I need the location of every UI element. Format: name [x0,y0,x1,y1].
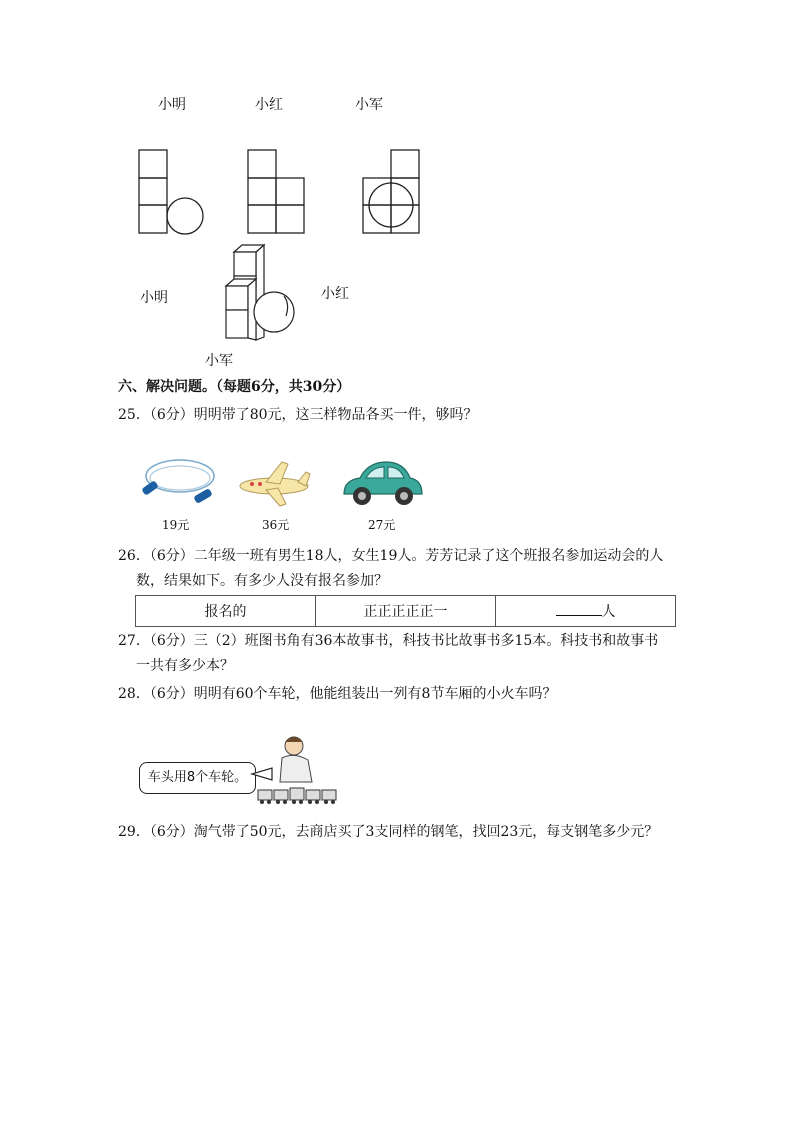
solid-label-xiaojun: 小军 [205,353,233,369]
view-xiaoming-shape [139,150,203,234]
tally-marks: 正正正正正一 [316,596,496,627]
section-6-title: 六、解决问题。（每题6分，共30分） [118,379,351,395]
price-jump-rope: 19元 [162,518,190,532]
question-27-line1: 27．（6分）三（2）班图书角有36本故事书，科技书比故事书多15本。科技书和故事书 [118,633,659,649]
view-label-xiaojun: 小军 [355,97,383,113]
three-views-figure [130,140,430,240]
question-25: 25．（6分）明明带了80元，这三样物品各买一件，够吗？ [118,407,478,423]
view-label-xiaoming: 小明 [158,97,186,113]
view-xiaojun-shape [363,150,419,233]
stacked-cubes-figure [220,240,310,342]
question-26-line1: 26．（6分）二年级一班有男生18人，女生19人。芳芳记录了这个班报名参加运动会的人 [118,548,664,564]
solid-label-xiaoming: 小明 [140,290,168,306]
tally-header: 报名的 [136,596,316,627]
speech-bubble: 车头用8个车轮。 [139,762,256,794]
question-27-line2: 一共有多少本？ [136,658,234,674]
view-label-xiaohong: 小红 [255,97,283,113]
question-29: 29．（6分）淘气带了50元，去商店买了3支同样的钢笔，找回23元，每支钢笔多少元？ [118,824,659,840]
question-26-line2: 数，结果如下。有多少人没有报名参加？ [136,573,388,589]
boy-with-train-icon [250,730,342,810]
question-28: 28．（6分）明明有60个车轮，他能组装出一列有8节车厢的小火车吗？ [118,686,557,702]
solid-label-xiaohong: 小红 [321,286,349,302]
signup-tally-table [135,595,676,627]
price-toy-plane: 36元 [262,518,290,532]
tally-answer-cell [496,596,676,627]
answer-blank[interactable] [556,601,602,616]
price-toy-car: 27元 [368,518,396,532]
jump-rope-icon [132,448,222,510]
toy-plane-icon [236,460,312,510]
answer-unit: 人 [601,604,616,620]
view-xiaohong-shape [248,150,304,233]
toy-car-icon [338,456,426,510]
